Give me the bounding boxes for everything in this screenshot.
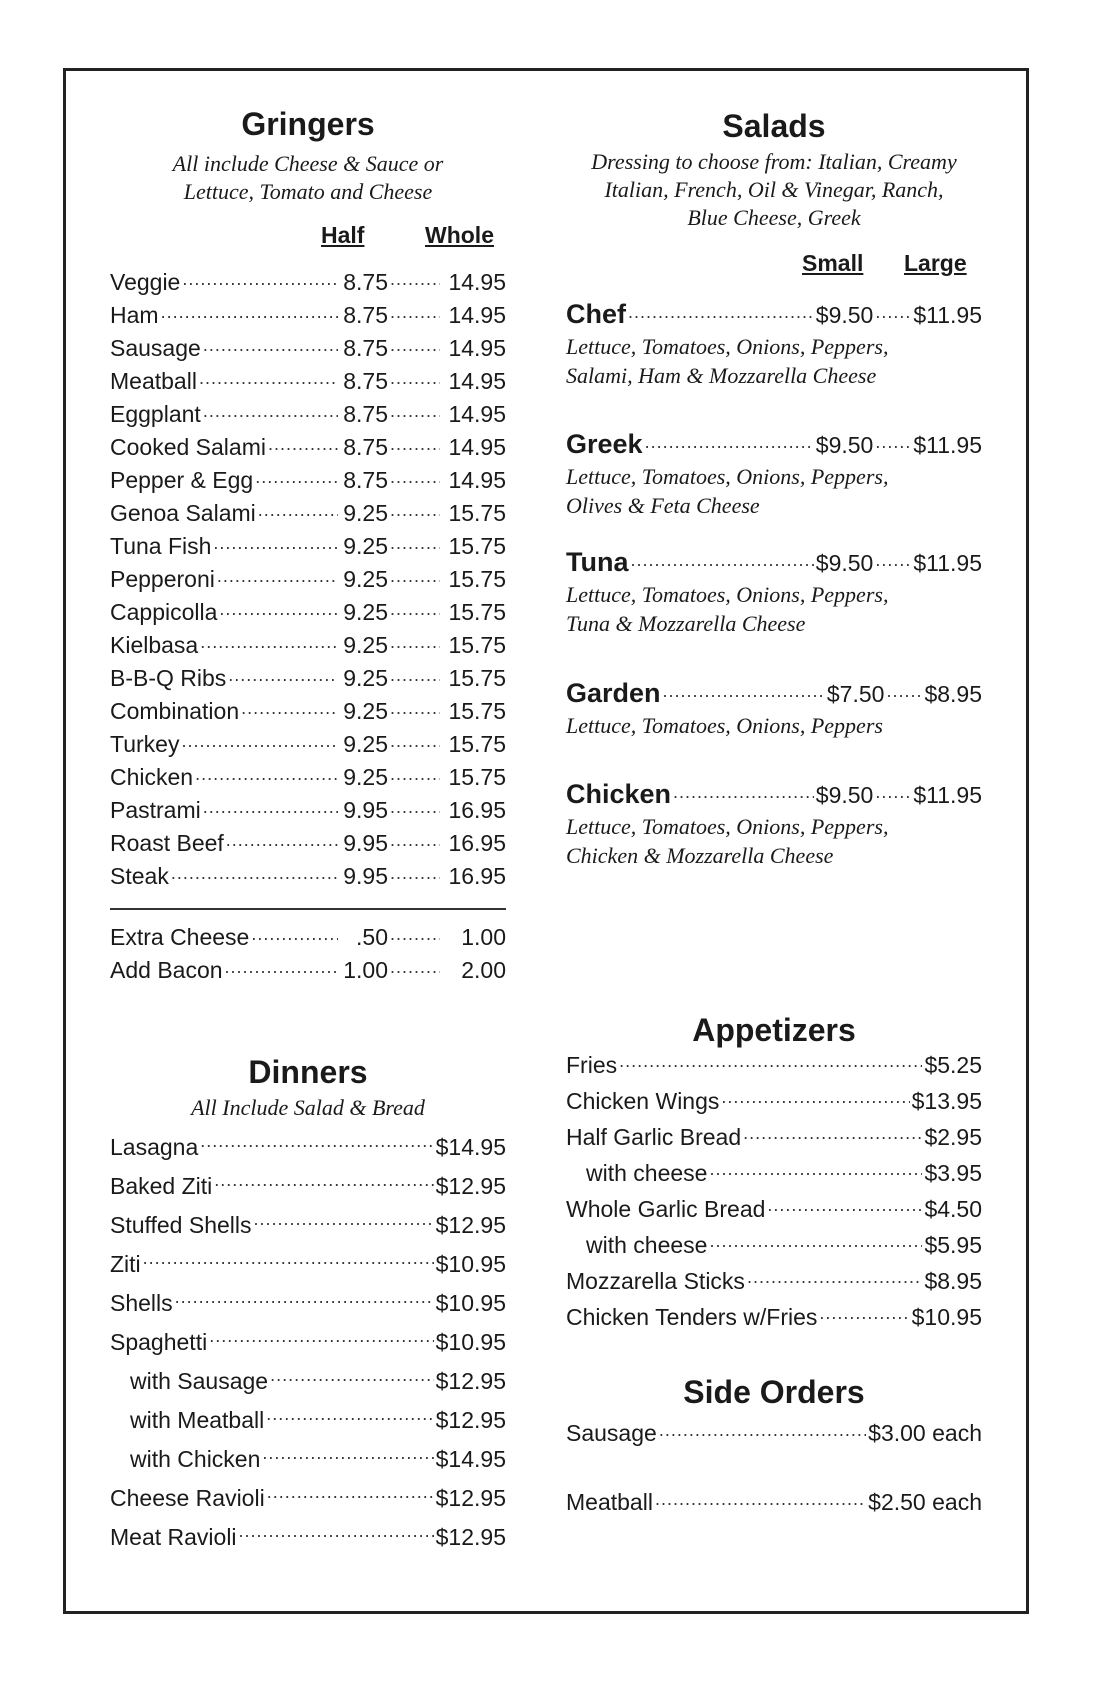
salad-row: Tuna ..... $9.50 ..... $11.95 xyxy=(566,546,982,580)
gringers-section xyxy=(110,106,506,206)
dinners-section xyxy=(110,1054,506,1122)
list-item: with Meatball ..... $12.95 xyxy=(110,1401,506,1440)
gringers-col-half: Half xyxy=(321,222,365,248)
list-item: Shells ..... $10.95 xyxy=(110,1284,506,1323)
list-item: Genoa Salami ..... 9.25 ..... 15.75 xyxy=(110,497,506,530)
list-item: Veggie ..... 8.75 ..... 14.95 xyxy=(110,266,506,299)
salads-section xyxy=(566,108,982,232)
salads-title: Salads xyxy=(722,108,826,144)
list-item: with cheese ..... $3.95 xyxy=(566,1155,982,1191)
gringers-subtitle-line1: All include Cheese & Sauce or xyxy=(172,151,444,176)
list-item: Extra Cheese ..... .50 ..... 1.00 xyxy=(110,921,506,954)
salad-chef xyxy=(566,298,982,390)
list-item: with Sausage ..... $12.95 xyxy=(110,1362,506,1401)
list-item: Cheese Ravioli ..... $12.95 xyxy=(110,1479,506,1518)
list-item: Chicken Tenders w/Fries ..... $10.95 xyxy=(566,1299,982,1335)
list-item: B-B-Q Ribs ..... 9.25 ..... 15.75 xyxy=(110,662,506,695)
salad-row: Greek ..... $9.50 ..... $11.95 xyxy=(566,428,982,462)
salad-desc-line2: Olives & Feta Cheese xyxy=(566,493,760,518)
salad-desc-line1: Lettuce, Tomatoes, Onions, Peppers, xyxy=(566,582,889,607)
salads-col-small: Small xyxy=(802,250,864,276)
salad-desc-line2: Chicken & Mozzarella Cheese xyxy=(566,843,834,868)
salad-desc-line1: Lettuce, Tomatoes, Onions, Peppers xyxy=(566,713,883,738)
gringers-extras xyxy=(110,921,506,987)
list-item: Meatball ..... $2.50 each xyxy=(566,1486,982,1519)
gringers-list xyxy=(110,266,506,893)
list-item: Ham ..... 8.75 ..... 14.95 xyxy=(110,299,506,332)
salad-desc-line1: Lettuce, Tomatoes, Onions, Peppers, xyxy=(566,814,889,839)
side-orders-list xyxy=(566,1417,982,1519)
salads-subtitle-line3: Blue Cheese, Greek xyxy=(687,205,861,230)
list-item: Eggplant ..... 8.75 ..... 14.95 xyxy=(110,398,506,431)
list-item: Sausage ..... 8.75 ..... 14.95 xyxy=(110,332,506,365)
list-item: Pastrami ..... 9.95 ..... 16.95 xyxy=(110,794,506,827)
list-item: Lasagna ..... $14.95 xyxy=(110,1128,506,1167)
salad-desc-line1: Lettuce, Tomatoes, Onions, Peppers, xyxy=(566,334,889,359)
list-item: Pepperoni ..... 9.25 ..... 15.75 xyxy=(110,563,506,596)
appetizers-list xyxy=(566,1047,982,1335)
list-item: Add Bacon ..... 1.00 ..... 2.00 xyxy=(110,954,506,987)
salad-row: Chicken ..... $9.50 ..... $11.95 xyxy=(566,778,982,812)
appetizers-section xyxy=(566,1012,982,1048)
salad-garden xyxy=(566,677,982,740)
gringers-title: Gringers xyxy=(241,106,375,142)
salad-tuna xyxy=(566,546,982,638)
list-item: Half Garlic Bread ..... $2.95 xyxy=(566,1119,982,1155)
appetizers-title: Appetizers xyxy=(692,1012,856,1048)
salads-subtitle-line1: Dressing to choose from: Italian, Creamy xyxy=(591,149,957,174)
salad-greek xyxy=(566,428,982,520)
salads-col-large: Large xyxy=(904,250,967,276)
list-item: Combination ..... 9.25 ..... 15.75 xyxy=(110,695,506,728)
list-item: Stuffed Shells ..... $12.95 xyxy=(110,1206,506,1245)
gringers-divider xyxy=(110,908,506,910)
list-item: Baked Ziti ..... $12.95 xyxy=(110,1167,506,1206)
salad-desc-line2: Tuna & Mozzarella Cheese xyxy=(566,611,806,636)
list-item: Pepper & Egg ..... 8.75 ..... 14.95 xyxy=(110,464,506,497)
gringers-subtitle-line2: Lettuce, Tomato and Cheese xyxy=(183,179,433,204)
salad-row: Chef ..... $9.50 ..... $11.95 xyxy=(566,298,982,332)
list-item: with Chicken ..... $14.95 xyxy=(110,1440,506,1479)
list-item: Cappicolla ..... 9.25 ..... 15.75 xyxy=(110,596,506,629)
list-item: Chicken Wings ..... $13.95 xyxy=(566,1083,982,1119)
list-item: with cheese ..... $5.95 xyxy=(566,1227,982,1263)
list-item: Chicken ..... 9.25 ..... 15.75 xyxy=(110,761,506,794)
list-item: Cooked Salami ..... 8.75 ..... 14.95 xyxy=(110,431,506,464)
list-item: Whole Garlic Bread ..... $4.50 xyxy=(566,1191,982,1227)
list-item: Kielbasa ..... 9.25 ..... 15.75 xyxy=(110,629,506,662)
salad-desc-line1: Lettuce, Tomatoes, Onions, Peppers, xyxy=(566,464,889,489)
list-item: Ziti ..... $10.95 xyxy=(110,1245,506,1284)
salad-chicken xyxy=(566,778,982,870)
list-item: Steak ..... 9.95 ..... 16.95 xyxy=(110,860,506,893)
list-item: Tuna Fish ..... 9.25 ..... 15.75 xyxy=(110,530,506,563)
salads-subtitle-line2: Italian, French, Oil & Vinegar, Ranch, xyxy=(604,177,944,202)
salad-desc-line2: Salami, Ham & Mozzarella Cheese xyxy=(566,363,877,388)
gringers-col-whole: Whole xyxy=(425,222,494,248)
list-item: Roast Beef ..... 9.95 ..... 16.95 xyxy=(110,827,506,860)
list-item: Spaghetti ..... $10.95 xyxy=(110,1323,506,1362)
salad-row: Garden ..... $7.50 ..... $8.95 xyxy=(566,677,982,711)
side-orders-title: Side Orders xyxy=(683,1374,865,1410)
list-item: Mozzarella Sticks ..... $8.95 xyxy=(566,1263,982,1299)
list-item: Meat Ravioli ..... $12.95 xyxy=(110,1518,506,1557)
dinners-list xyxy=(110,1128,506,1557)
list-item: Meatball ..... 8.75 ..... 14.95 xyxy=(110,365,506,398)
dinners-subtitle: All Include Salad & Bread xyxy=(191,1095,425,1120)
list-item: Turkey ..... 9.25 ..... 15.75 xyxy=(110,728,506,761)
dinners-title: Dinners xyxy=(248,1054,368,1090)
side-orders-section xyxy=(566,1374,982,1410)
list-item: Fries ..... $5.25 xyxy=(566,1047,982,1083)
list-item: Sausage ..... $3.00 each xyxy=(566,1417,982,1450)
